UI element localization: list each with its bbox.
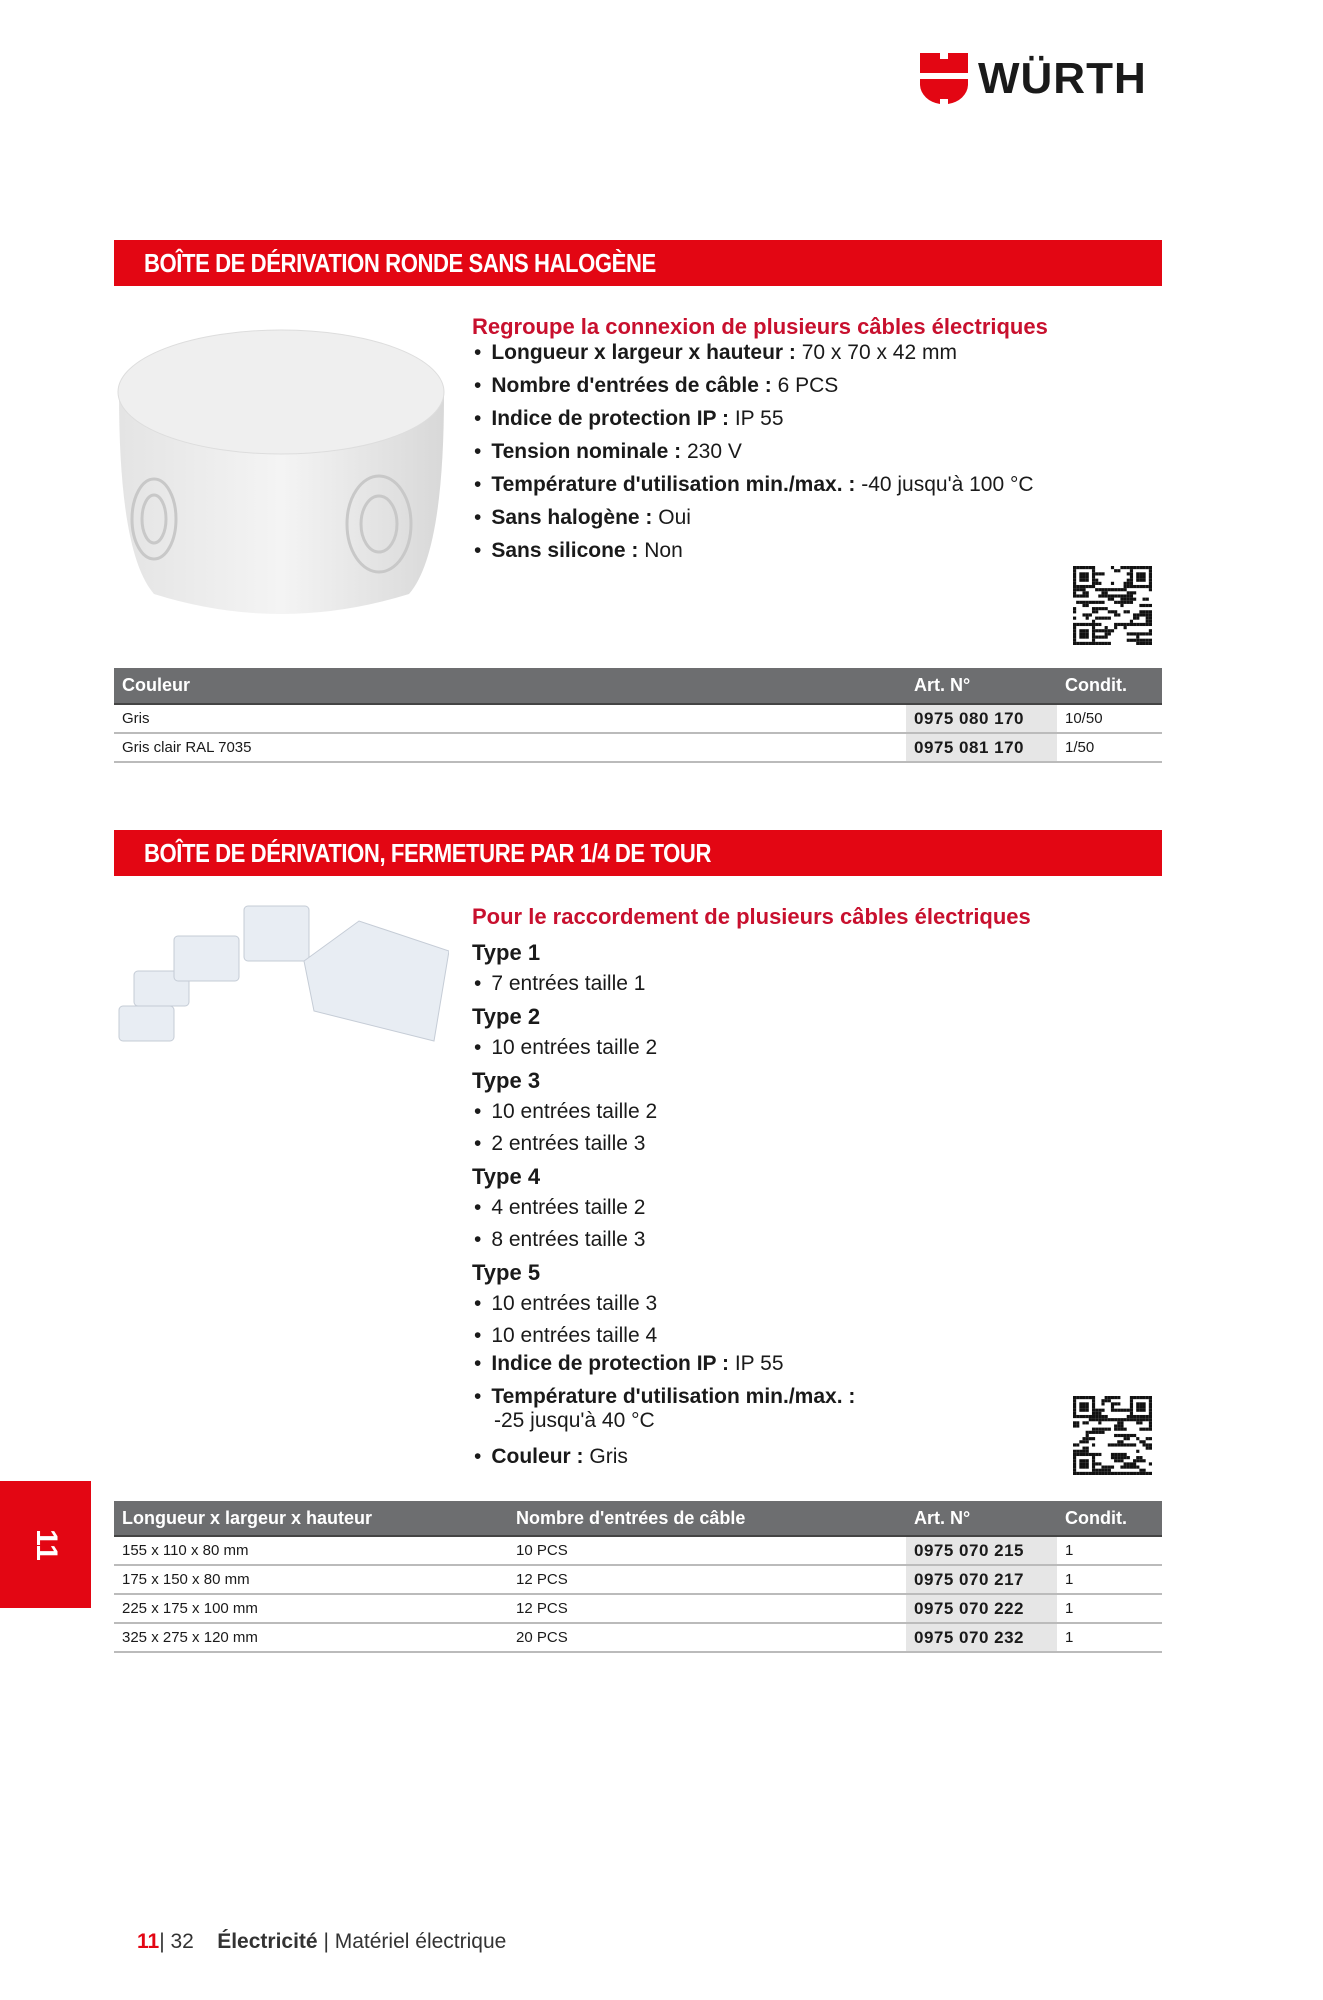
type-item: • 10 entrées taille 2 bbox=[474, 1036, 657, 1060]
spec-label: Tension nominale : bbox=[491, 440, 682, 463]
column-header: Condit. bbox=[1057, 668, 1162, 704]
type-item: • 10 entrées taille 3 bbox=[474, 1292, 657, 1316]
spec-item bbox=[474, 473, 1034, 497]
type-item: • 7 entrées taille 1 bbox=[474, 972, 645, 996]
spec-label: Couleur : bbox=[491, 1445, 584, 1468]
column-header: Condit. bbox=[1057, 1501, 1162, 1536]
type-item: • 4 entrées taille 2 bbox=[474, 1196, 645, 1220]
table-cell: 155 x 110 x 80 mm bbox=[114, 1536, 508, 1565]
spec-value: -40 jusqu'à 100 °C bbox=[855, 473, 1034, 496]
table-cell: 1 bbox=[1057, 1565, 1162, 1594]
table-cell: 12 PCS bbox=[508, 1565, 906, 1594]
spec-item bbox=[474, 1385, 855, 1433]
table-cell: 20 PCS bbox=[508, 1623, 906, 1652]
spec-value: -25 jusqu'à 40 °C bbox=[494, 1409, 655, 1432]
section2-subtitle: Pour le raccordement de plusieurs câbles électriques bbox=[472, 904, 1031, 929]
table-row bbox=[114, 733, 1162, 762]
page-number: 11 bbox=[137, 1930, 160, 1953]
table-cell: 225 x 175 x 100 mm bbox=[114, 1594, 508, 1623]
type-item: • 8 entrées taille 3 bbox=[474, 1228, 645, 1252]
spec-label: Nombre d'entrées de câble : bbox=[491, 374, 772, 397]
footer-subcategory: Matériel électrique bbox=[334, 1930, 507, 1953]
table-cell: 0975 070 222 bbox=[906, 1594, 1057, 1623]
table-cell: 0975 070 217 bbox=[906, 1565, 1057, 1594]
type-heading: Type 4 bbox=[472, 1164, 541, 1189]
table-cell: 0975 070 215 bbox=[906, 1536, 1057, 1565]
cell-colour: Gris bbox=[114, 704, 906, 733]
table-cell: 1 bbox=[1057, 1536, 1162, 1565]
table-cell: 1 bbox=[1057, 1594, 1162, 1623]
type-heading: Type 2 bbox=[472, 1004, 541, 1029]
type-item: • 2 entrées taille 3 bbox=[474, 1132, 645, 1156]
type-item: • 10 entrées taille 4 bbox=[474, 1324, 657, 1348]
spec-item bbox=[474, 374, 838, 398]
qr-code-icon bbox=[1073, 1396, 1152, 1475]
spec-item bbox=[474, 440, 742, 464]
column-header: Nombre d'entrées de câble bbox=[508, 1501, 906, 1536]
spec-value: Oui bbox=[652, 506, 691, 529]
page-total: | 32 bbox=[159, 1930, 194, 1953]
type-heading: Type 1 bbox=[472, 940, 541, 965]
spec-value: Non bbox=[638, 539, 683, 562]
table-cell: 12 PCS bbox=[508, 1594, 906, 1623]
section2-title: BOÎTE DE DÉRIVATION, FERMETURE PAR 1/4 DE TOUR bbox=[114, 830, 1162, 876]
table-cell: 10 PCS bbox=[508, 1536, 906, 1565]
type-heading: Type 5 bbox=[472, 1260, 541, 1285]
table-cell: 0975 070 232 bbox=[906, 1623, 1057, 1652]
cell-art-no: 0975 081 170 bbox=[906, 733, 1057, 762]
table-cell: 175 x 150 x 80 mm bbox=[114, 1565, 508, 1594]
cell-colour: Gris clair RAL 7035 bbox=[114, 733, 906, 762]
spec-label: Sans halogène : bbox=[491, 506, 653, 529]
type-heading: Type 3 bbox=[472, 1068, 541, 1093]
cell-condit: 10/50 bbox=[1057, 704, 1162, 733]
spec-value: IP 55 bbox=[729, 407, 784, 430]
wurth-logo-icon bbox=[920, 53, 968, 105]
footer bbox=[137, 1930, 506, 1954]
table-row bbox=[114, 1594, 1162, 1623]
column-header: Art. N° bbox=[906, 668, 1057, 704]
table-row bbox=[114, 704, 1162, 733]
spec-value: 230 V bbox=[681, 440, 742, 463]
footer-separator: | bbox=[323, 1930, 329, 1953]
footer-category: Électricité bbox=[217, 1930, 318, 1953]
table-row bbox=[114, 1536, 1162, 1565]
spec-label: Température d'utilisation min./max. : bbox=[491, 1385, 856, 1408]
brand-name: WÜRTH bbox=[978, 54, 1147, 103]
spec-label: Longueur x largeur x hauteur : bbox=[491, 341, 796, 364]
table-row bbox=[114, 1623, 1162, 1652]
type-item: • 10 entrées taille 2 bbox=[474, 1100, 657, 1124]
spec-item bbox=[474, 407, 784, 431]
spec-value: 6 PCS bbox=[771, 374, 839, 397]
quarter-turn-boxes-image bbox=[114, 901, 449, 1051]
table-row bbox=[114, 1565, 1162, 1594]
table-cell: 325 x 275 x 120 mm bbox=[114, 1623, 508, 1652]
section1-table bbox=[114, 668, 1162, 763]
spec-item bbox=[474, 539, 683, 563]
spec-label: Indice de protection IP : bbox=[491, 1352, 730, 1375]
section1-title: BOÎTE DE DÉRIVATION RONDE SANS HALOGÈNE bbox=[114, 240, 1162, 286]
spec-value: IP 55 bbox=[729, 1352, 784, 1375]
spec-label: Indice de protection IP : bbox=[491, 407, 730, 430]
spec-value: 70 x 70 x 42 mm bbox=[795, 341, 957, 364]
column-header: Couleur bbox=[114, 668, 906, 704]
qr-code-icon bbox=[1073, 566, 1152, 645]
spec-item bbox=[474, 506, 691, 530]
column-header: Art. N° bbox=[906, 1501, 1057, 1536]
spec-item bbox=[474, 341, 957, 365]
spec-item bbox=[474, 1352, 784, 1376]
spec-label: Température d'utilisation min./max. : bbox=[491, 473, 856, 496]
cell-art-no: 0975 080 170 bbox=[906, 704, 1057, 733]
spec-label: Sans silicone : bbox=[491, 539, 639, 562]
cell-condit: 1/50 bbox=[1057, 733, 1162, 762]
spec-item bbox=[474, 1445, 628, 1469]
chapter-tab: 11 bbox=[0, 1481, 91, 1608]
table-cell: 1 bbox=[1057, 1623, 1162, 1652]
spec-value: Gris bbox=[583, 1445, 628, 1468]
round-junction-box-image bbox=[114, 314, 449, 623]
wurth-logo bbox=[920, 53, 1165, 105]
column-header: Longueur x largeur x hauteur bbox=[114, 1501, 508, 1536]
section2-table bbox=[114, 1501, 1162, 1653]
section1-subtitle: Regroupe la connexion de plusieurs câbles électriques bbox=[472, 314, 1048, 339]
